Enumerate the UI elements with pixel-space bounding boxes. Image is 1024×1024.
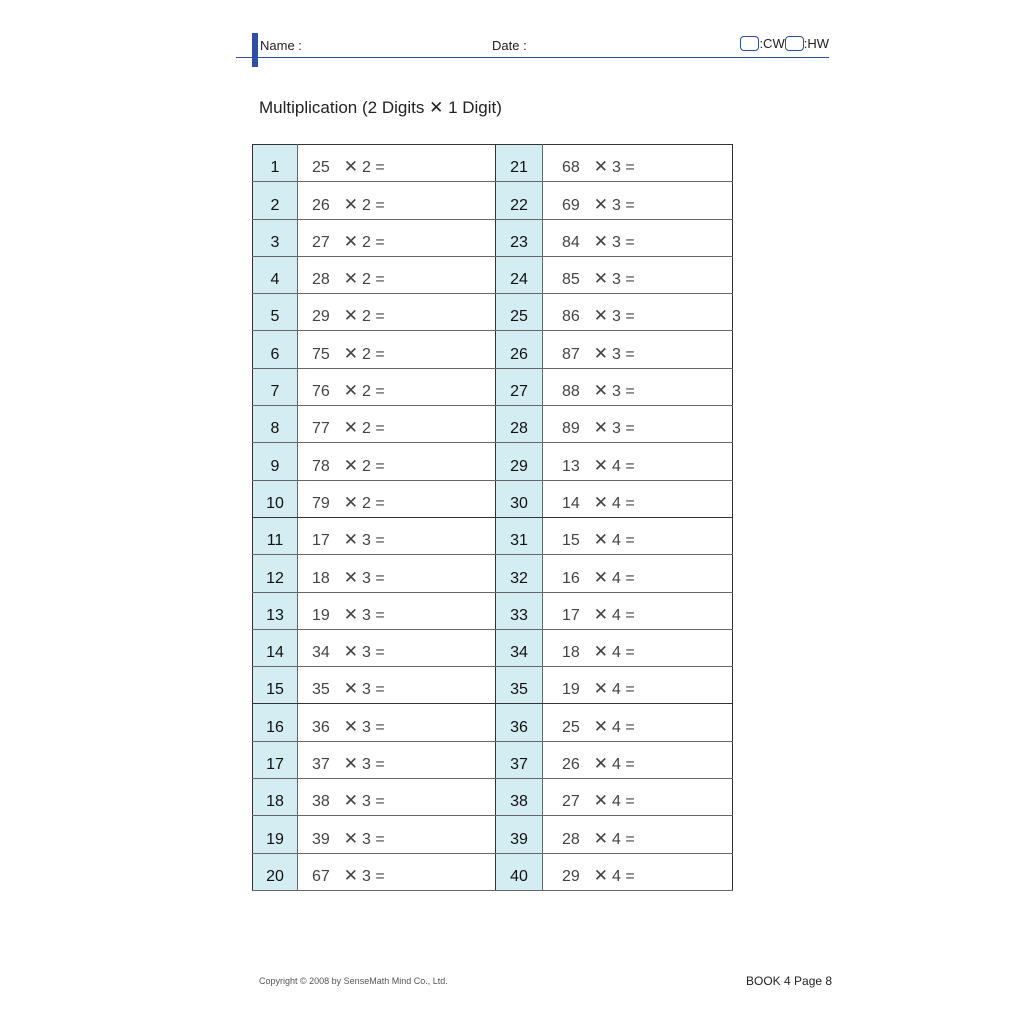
times-icon: ✕ — [593, 865, 609, 885]
multiplicand: 68 — [562, 159, 580, 177]
equals-sign: = — [375, 457, 385, 475]
table-row — [253, 517, 733, 554]
problem-expression[interactable] — [298, 368, 496, 405]
multiplicand: 75 — [312, 345, 330, 363]
times-icon: ✕ — [343, 828, 359, 848]
equals-sign: = — [375, 569, 385, 587]
equals-sign: = — [625, 830, 635, 848]
problem-number: 38 — [496, 779, 543, 816]
equals-sign: = — [375, 420, 385, 438]
equals-sign: = — [375, 867, 385, 885]
problem-expression[interactable] — [298, 629, 496, 666]
table-row — [253, 592, 733, 629]
multiplicand: 27 — [312, 233, 330, 251]
multiplicand: 19 — [562, 681, 580, 699]
multiplicand: 16 — [562, 569, 580, 587]
times-icon: ✕ — [343, 306, 359, 326]
table-row — [253, 816, 733, 853]
problem-number: 32 — [496, 555, 543, 592]
problem-number: 26 — [496, 331, 543, 368]
page-number: BOOK 4 Page 8 — [746, 974, 833, 988]
multiplier: 3 — [362, 867, 371, 885]
multiplicand: 39 — [312, 830, 330, 848]
table-row — [253, 629, 733, 666]
times-icon: ✕ — [593, 567, 609, 587]
problem-expression[interactable] — [543, 517, 733, 554]
problem-number: 2 — [253, 182, 298, 219]
equals-sign: = — [375, 271, 385, 289]
table-row — [253, 667, 733, 704]
multiplier: 2 — [362, 345, 371, 363]
problem-number: 40 — [496, 853, 543, 890]
table-row — [253, 555, 733, 592]
equals-sign: = — [375, 383, 385, 401]
multiplier: 4 — [612, 756, 621, 774]
problem-expression[interactable] — [543, 555, 733, 592]
table-row — [253, 219, 733, 256]
times-icon: ✕ — [593, 754, 609, 774]
equals-sign: = — [375, 494, 385, 512]
equals-sign: = — [375, 308, 385, 326]
table-row — [253, 145, 733, 182]
equals-sign: = — [625, 159, 635, 177]
times-icon: ✕ — [343, 604, 359, 624]
times-icon: ✕ — [343, 269, 359, 289]
multiplicand: 17 — [312, 532, 330, 550]
problem-number: 25 — [496, 294, 543, 331]
problem-number: 7 — [253, 368, 298, 405]
multiplier: 3 — [362, 793, 371, 811]
problem-expression[interactable] — [543, 480, 733, 517]
multiplier: 3 — [612, 420, 621, 438]
problem-expression[interactable] — [543, 145, 733, 182]
times-icon: ✕ — [429, 98, 444, 117]
problem-expression[interactable] — [298, 816, 496, 853]
equals-sign: = — [625, 383, 635, 401]
header-accent-bar — [252, 33, 258, 67]
multiplier: 3 — [362, 606, 371, 624]
multiplicand: 26 — [312, 196, 330, 214]
multiplier: 4 — [612, 793, 621, 811]
multiplier: 3 — [612, 308, 621, 326]
multiplicand: 78 — [312, 457, 330, 475]
times-icon: ✕ — [343, 865, 359, 885]
equals-sign: = — [625, 420, 635, 438]
problem-number: 37 — [496, 741, 543, 778]
problem-expression[interactable] — [298, 256, 496, 293]
multiplicand: 15 — [562, 532, 580, 550]
multiplier: 4 — [612, 867, 621, 885]
multiplicand: 77 — [312, 420, 330, 438]
multiplier: 2 — [362, 383, 371, 401]
multiplier: 3 — [362, 681, 371, 699]
multiplier: 4 — [612, 457, 621, 475]
equals-sign: = — [625, 756, 635, 774]
problem-expression[interactable] — [543, 294, 733, 331]
times-icon: ✕ — [593, 492, 609, 512]
equals-sign: = — [625, 345, 635, 363]
multiplicand: 84 — [562, 233, 580, 251]
multiplicand: 36 — [312, 718, 330, 736]
problem-number: 1 — [253, 145, 298, 182]
problem-expression[interactable] — [298, 667, 496, 704]
multiplier: 4 — [612, 606, 621, 624]
times-icon: ✕ — [343, 194, 359, 214]
multiplier: 3 — [362, 569, 371, 587]
times-icon: ✕ — [343, 642, 359, 662]
title-suffix: 1 Digit) — [448, 98, 502, 117]
cw-checkbox[interactable] — [740, 36, 759, 51]
multiplicand: 38 — [312, 793, 330, 811]
problem-number: 35 — [496, 667, 543, 704]
times-icon: ✕ — [593, 455, 609, 475]
multiplicand: 17 — [562, 606, 580, 624]
problem-number: 33 — [496, 592, 543, 629]
table-row — [253, 741, 733, 778]
problem-number: 4 — [253, 256, 298, 293]
multiplier: 4 — [612, 718, 621, 736]
multiplier: 3 — [612, 271, 621, 289]
equals-sign: = — [375, 532, 385, 550]
problem-number: 18 — [253, 779, 298, 816]
equals-sign: = — [625, 718, 635, 736]
problem-number: 12 — [253, 555, 298, 592]
times-icon: ✕ — [593, 343, 609, 363]
times-icon: ✕ — [343, 492, 359, 512]
problem-expression[interactable] — [543, 406, 733, 443]
multiplier: 3 — [362, 830, 371, 848]
table-row — [253, 443, 733, 480]
multiplicand: 26 — [562, 756, 580, 774]
problem-number: 8 — [253, 406, 298, 443]
equals-sign: = — [625, 233, 635, 251]
problem-number: 11 — [253, 517, 298, 554]
cw-hw-selector — [740, 36, 829, 51]
problem-number: 19 — [253, 816, 298, 853]
copyright-notice: Copyright © 2008 by SenseMath Mind Co., Ltd. — [259, 976, 448, 986]
equals-sign: = — [375, 345, 385, 363]
times-icon: ✕ — [593, 604, 609, 624]
multiplicand: 25 — [562, 718, 580, 736]
multiplier: 2 — [362, 271, 371, 289]
multiplier: 3 — [362, 756, 371, 774]
problem-expression[interactable] — [298, 853, 496, 890]
multiplier: 4 — [612, 532, 621, 550]
problem-expression[interactable] — [298, 145, 496, 182]
date-label: Date : — [492, 38, 527, 53]
problem-number: 29 — [496, 443, 543, 480]
multiplicand: 88 — [562, 383, 580, 401]
problem-number: 5 — [253, 294, 298, 331]
equals-sign: = — [375, 606, 385, 624]
times-icon: ✕ — [593, 231, 609, 251]
equals-sign: = — [625, 457, 635, 475]
times-icon: ✕ — [343, 231, 359, 251]
problem-number: 10 — [253, 480, 298, 517]
problem-number: 21 — [496, 145, 543, 182]
problem-number: 28 — [496, 406, 543, 443]
multiplicand: 19 — [312, 606, 330, 624]
multiplicand: 79 — [312, 494, 330, 512]
problem-expression[interactable] — [298, 294, 496, 331]
multiplier: 2 — [362, 196, 371, 214]
problem-number: 20 — [253, 853, 298, 890]
times-icon: ✕ — [343, 679, 359, 699]
problem-number: 31 — [496, 517, 543, 554]
multiplicand: 28 — [562, 830, 580, 848]
times-icon: ✕ — [593, 716, 609, 736]
problem-number: 34 — [496, 629, 543, 666]
multiplier: 2 — [362, 159, 371, 177]
equals-sign: = — [625, 569, 635, 587]
problem-number: 30 — [496, 480, 543, 517]
multiplicand: 29 — [312, 308, 330, 326]
problem-expression[interactable] — [298, 219, 496, 256]
problem-expression[interactable] — [543, 741, 733, 778]
problem-number: 23 — [496, 219, 543, 256]
problem-expression[interactable] — [543, 629, 733, 666]
problem-expression[interactable] — [543, 443, 733, 480]
multiplicand: 89 — [562, 420, 580, 438]
times-icon: ✕ — [593, 269, 609, 289]
times-icon: ✕ — [343, 567, 359, 587]
table-row — [253, 853, 733, 890]
worksheet-header — [236, 33, 829, 58]
problem-expression[interactable] — [298, 779, 496, 816]
multiplier: 2 — [362, 494, 371, 512]
multiplicand: 29 — [562, 867, 580, 885]
multiplicand: 37 — [312, 756, 330, 774]
problem-expression[interactable] — [543, 816, 733, 853]
table-row — [253, 704, 733, 741]
multiplicand: 18 — [562, 644, 580, 662]
equals-sign: = — [625, 606, 635, 624]
problem-expression[interactable] — [298, 592, 496, 629]
multiplier: 2 — [362, 308, 371, 326]
name-label: Name : — [260, 38, 302, 53]
times-icon: ✕ — [593, 381, 609, 401]
hw-label: :HW — [803, 36, 829, 51]
times-icon: ✕ — [343, 418, 359, 438]
multiplier: 2 — [362, 420, 371, 438]
multiplicand: 76 — [312, 383, 330, 401]
equals-sign: = — [375, 644, 385, 662]
equals-sign: = — [625, 494, 635, 512]
equals-sign: = — [625, 644, 635, 662]
table-row — [253, 331, 733, 368]
problem-number: 14 — [253, 629, 298, 666]
times-icon: ✕ — [593, 194, 609, 214]
problem-expression[interactable] — [543, 704, 733, 741]
problem-number: 13 — [253, 592, 298, 629]
equals-sign: = — [625, 308, 635, 326]
multiplicand: 18 — [312, 569, 330, 587]
problem-number: 3 — [253, 219, 298, 256]
multiplicand: 67 — [312, 867, 330, 885]
equals-sign: = — [375, 793, 385, 811]
multiplicand: 25 — [312, 159, 330, 177]
times-icon: ✕ — [343, 157, 359, 177]
times-icon: ✕ — [593, 828, 609, 848]
problems-table-body — [253, 145, 733, 891]
problem-expression[interactable] — [543, 368, 733, 405]
problems-table — [252, 144, 733, 891]
table-row — [253, 182, 733, 219]
problem-expression[interactable] — [543, 219, 733, 256]
worksheet-title — [259, 98, 502, 118]
problem-expression[interactable] — [543, 667, 733, 704]
times-icon: ✕ — [593, 791, 609, 811]
problem-number: 22 — [496, 182, 543, 219]
multiplier: 2 — [362, 457, 371, 475]
problem-expression[interactable] — [298, 741, 496, 778]
problem-expression[interactable] — [298, 480, 496, 517]
table-row — [253, 779, 733, 816]
problem-expression[interactable] — [298, 555, 496, 592]
equals-sign: = — [375, 159, 385, 177]
problem-number: 16 — [253, 704, 298, 741]
multiplier: 3 — [362, 532, 371, 550]
problem-number: 6 — [253, 331, 298, 368]
multiplier: 3 — [612, 159, 621, 177]
times-icon: ✕ — [593, 306, 609, 326]
multiplier: 2 — [362, 233, 371, 251]
table-row — [253, 406, 733, 443]
equals-sign: = — [375, 718, 385, 736]
times-icon: ✕ — [343, 754, 359, 774]
equals-sign: = — [625, 532, 635, 550]
problem-expression[interactable] — [298, 443, 496, 480]
multiplier: 4 — [612, 681, 621, 699]
multiplicand: 28 — [312, 271, 330, 289]
times-icon: ✕ — [593, 642, 609, 662]
times-icon: ✕ — [343, 530, 359, 550]
problem-expression[interactable] — [543, 331, 733, 368]
equals-sign: = — [625, 793, 635, 811]
multiplicand: 69 — [562, 196, 580, 214]
multiplicand: 27 — [562, 793, 580, 811]
times-icon: ✕ — [343, 455, 359, 475]
equals-sign: = — [375, 830, 385, 848]
table-row — [253, 480, 733, 517]
table-row — [253, 294, 733, 331]
equals-sign: = — [625, 271, 635, 289]
times-icon: ✕ — [343, 791, 359, 811]
title-prefix: Multiplication (2 Digits — [259, 98, 425, 117]
problem-number: 39 — [496, 816, 543, 853]
equals-sign: = — [375, 196, 385, 214]
problem-expression[interactable] — [543, 853, 733, 890]
multiplicand: 87 — [562, 345, 580, 363]
times-icon: ✕ — [593, 157, 609, 177]
multiplicand: 14 — [562, 494, 580, 512]
equals-sign: = — [625, 867, 635, 885]
multiplier: 4 — [612, 644, 621, 662]
problem-expression[interactable] — [543, 592, 733, 629]
problem-expression[interactable] — [298, 406, 496, 443]
problem-expression[interactable] — [298, 517, 496, 554]
times-icon: ✕ — [343, 716, 359, 736]
multiplier: 3 — [362, 718, 371, 736]
times-icon: ✕ — [593, 530, 609, 550]
problem-expression[interactable] — [298, 182, 496, 219]
problem-expression[interactable] — [298, 331, 496, 368]
multiplier: 4 — [612, 494, 621, 512]
problem-number: 15 — [253, 667, 298, 704]
problem-number: 17 — [253, 741, 298, 778]
times-icon: ✕ — [593, 418, 609, 438]
multiplier: 3 — [612, 196, 621, 214]
multiplicand: 13 — [562, 457, 580, 475]
problem-expression[interactable] — [543, 256, 733, 293]
times-icon: ✕ — [593, 679, 609, 699]
times-icon: ✕ — [343, 381, 359, 401]
multiplier: 3 — [612, 383, 621, 401]
multiplier: 3 — [362, 644, 371, 662]
multiplicand: 85 — [562, 271, 580, 289]
problem-expression[interactable] — [543, 182, 733, 219]
multiplier: 3 — [612, 233, 621, 251]
cw-label: :CW — [759, 36, 785, 51]
equals-sign: = — [375, 756, 385, 774]
problem-expression[interactable] — [298, 704, 496, 741]
table-row — [253, 368, 733, 405]
problem-number: 27 — [496, 368, 543, 405]
equals-sign: = — [625, 196, 635, 214]
problem-number: 36 — [496, 704, 543, 741]
multiplicand: 86 — [562, 308, 580, 326]
problem-number: 24 — [496, 256, 543, 293]
multiplicand: 34 — [312, 644, 330, 662]
equals-sign: = — [375, 681, 385, 699]
problem-number: 9 — [253, 443, 298, 480]
problem-expression[interactable] — [543, 779, 733, 816]
times-icon: ✕ — [343, 343, 359, 363]
table-row — [253, 256, 733, 293]
multiplicand: 35 — [312, 681, 330, 699]
hw-checkbox[interactable] — [785, 36, 804, 51]
multiplier: 3 — [612, 345, 621, 363]
multiplier: 4 — [612, 830, 621, 848]
multiplier: 4 — [612, 569, 621, 587]
equals-sign: = — [625, 681, 635, 699]
equals-sign: = — [375, 233, 385, 251]
